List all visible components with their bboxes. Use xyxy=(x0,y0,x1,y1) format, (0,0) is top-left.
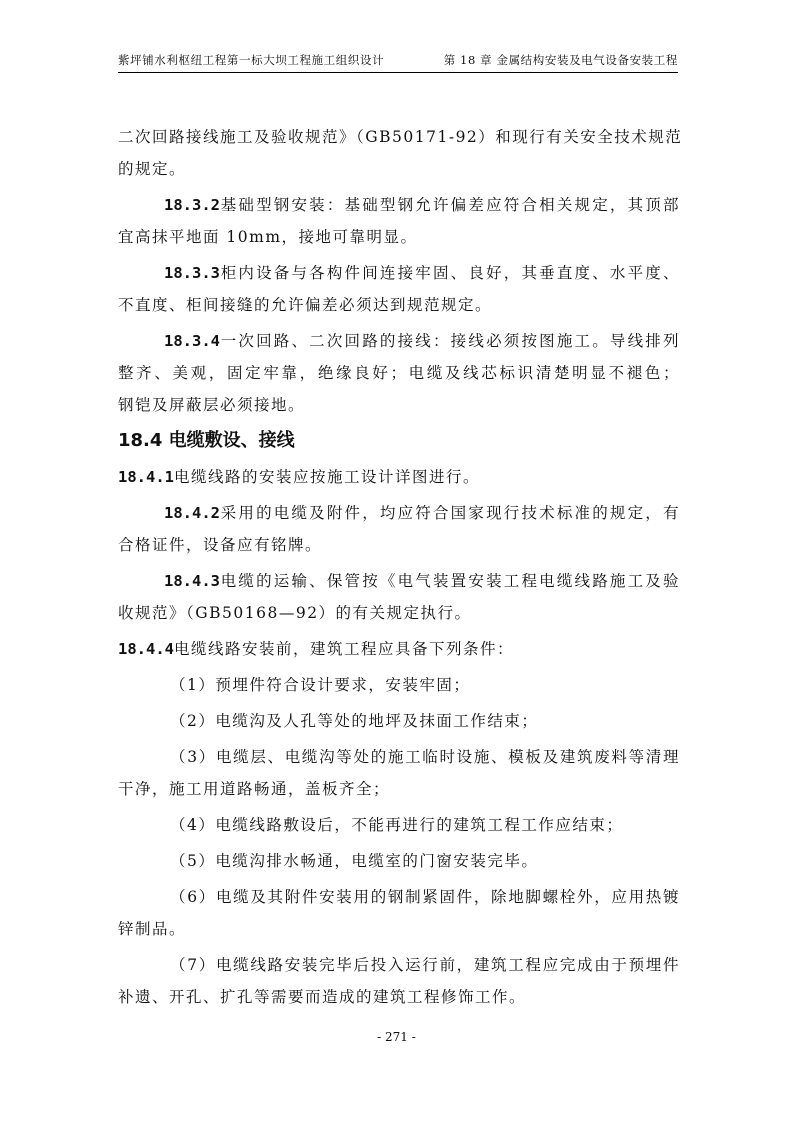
line-text: 柜内设备与各构件间连接牢固、良好，其垂直度、水平度、 xyxy=(220,264,680,282)
line-text: 整齐、美观，固定牢靠，绝缘良好；电缆及线芯标识清楚明显不褪色； xyxy=(118,364,680,382)
text-line xyxy=(118,949,680,981)
clause-number: 18.4.3 xyxy=(164,572,220,590)
paragraph xyxy=(118,565,680,629)
text-line xyxy=(118,705,680,737)
text-line xyxy=(118,289,680,321)
line-text: （1）预埋件符合设计要求，安装牢固； xyxy=(170,676,471,694)
list-item xyxy=(118,845,680,877)
line-text: 二次回路接线施工及验收规范》（GB50171-92）和现行有关安全技术规范 xyxy=(118,128,683,146)
text-line xyxy=(118,497,680,529)
line-text: 干净，施工用道路畅通，盖板齐全； xyxy=(118,780,391,798)
text-line xyxy=(118,773,680,805)
line-text: 电缆线路安装前，建筑工程应具备下列条件： xyxy=(174,640,515,658)
text-line xyxy=(118,669,680,701)
clause-number: 18.4.1 xyxy=(118,468,174,486)
line-text: 基础型钢安装：基础型钢允许偏差应符合相关规定，其顶部 xyxy=(220,196,680,214)
line-text: （3）电缆层、电缆沟等处的施工临时设施、模板及建筑废料等清理 xyxy=(170,748,680,766)
line-text: 电缆线路的安装应按施工设计详图进行。 xyxy=(174,468,481,486)
text-line xyxy=(118,881,680,913)
clause-number: 18.3.4 xyxy=(164,332,220,350)
paragraph xyxy=(118,497,680,561)
text-line xyxy=(118,121,683,153)
line-text: 补遗、开孔、扩孔等需要而造成的建筑工程修饰工作。 xyxy=(118,988,527,1006)
paragraph xyxy=(118,325,680,421)
text-line xyxy=(118,257,680,289)
text-line xyxy=(118,221,680,253)
line-text: 采用的电缆及附件，均应符合国家现行技术标准的规定，有 xyxy=(220,504,680,522)
line-text: 的规定。 xyxy=(118,160,187,178)
line-text: （6）电缆及其附件安装用的钢制紧固件，除地脚螺栓外，应用热镀 xyxy=(170,888,680,906)
text-line xyxy=(118,325,680,357)
text-line xyxy=(118,633,680,665)
clause-number: 18.4.4 xyxy=(118,640,174,658)
line-text: 钢铠及屏蔽层必须接地。 xyxy=(118,396,306,414)
list-item xyxy=(118,669,680,701)
text-line xyxy=(118,741,680,773)
line-text: 电缆的运输、保管按《电气装置安装工程电缆线路施工及验 xyxy=(220,572,680,590)
clause-number: 18.3.2 xyxy=(164,196,220,214)
line-text: （5）电缆沟排水畅通，电缆室的门窗安装完毕。 xyxy=(170,852,539,870)
document-body xyxy=(118,117,683,1013)
line-text: 锌制品。 xyxy=(118,920,187,938)
section-heading: 18.4 电缆敷设、接线 xyxy=(118,430,295,451)
paragraph xyxy=(118,121,683,185)
list-item xyxy=(118,741,680,805)
text-line xyxy=(118,153,680,185)
list-item xyxy=(118,949,680,1013)
line-text: 合格证件，设备应有铭牌。 xyxy=(118,536,323,554)
line-text: 不直度、柜间接缝的允许偏差必须达到规范规定。 xyxy=(118,296,493,314)
page-header xyxy=(118,52,678,73)
line-text: 宜高抹平地面 10mm，接地可靠明显。 xyxy=(118,228,418,246)
page-number: - 271 - xyxy=(377,1030,416,1044)
paragraph xyxy=(118,633,680,665)
text-line xyxy=(118,357,680,389)
list-item xyxy=(118,809,680,841)
text-line xyxy=(118,461,680,493)
clause-number: 18.3.3 xyxy=(164,264,220,282)
line-text: 一次回路、二次回路的接线：接线必须按图施工。导线排列 xyxy=(220,332,680,350)
list-item xyxy=(118,881,680,945)
text-line xyxy=(118,189,680,221)
header-chapter-title: 第 18 章 金属结构安装及电气设备安装工程 xyxy=(443,53,678,67)
text-line xyxy=(118,565,680,597)
text-line xyxy=(118,809,680,841)
paragraph xyxy=(118,189,680,253)
line-text: （2）电缆沟及人孔等处的地坪及抹面工作结束； xyxy=(170,712,539,730)
paragraph xyxy=(118,257,680,321)
line-text: （4）电缆线路敷设后，不能再进行的建筑工程工作应结束； xyxy=(170,816,624,834)
text-line xyxy=(118,529,680,561)
text-line xyxy=(118,845,680,877)
text-line xyxy=(118,913,680,945)
clause-number: 18.4.2 xyxy=(164,504,220,522)
line-text: 收规范》（GB50168—92）的有关规定执行。 xyxy=(118,604,472,622)
text-line xyxy=(118,389,680,421)
list-item xyxy=(118,705,680,737)
text-line xyxy=(118,597,680,629)
text-line xyxy=(118,981,680,1013)
line-text: （7）电缆线路安装完毕后投入运行前，建筑工程应完成由于预埋件 xyxy=(170,956,680,974)
paragraph xyxy=(118,461,680,493)
header-left-title: 紫坪铺水利枢纽工程第一标大坝工程施工组织设计 xyxy=(118,53,385,67)
